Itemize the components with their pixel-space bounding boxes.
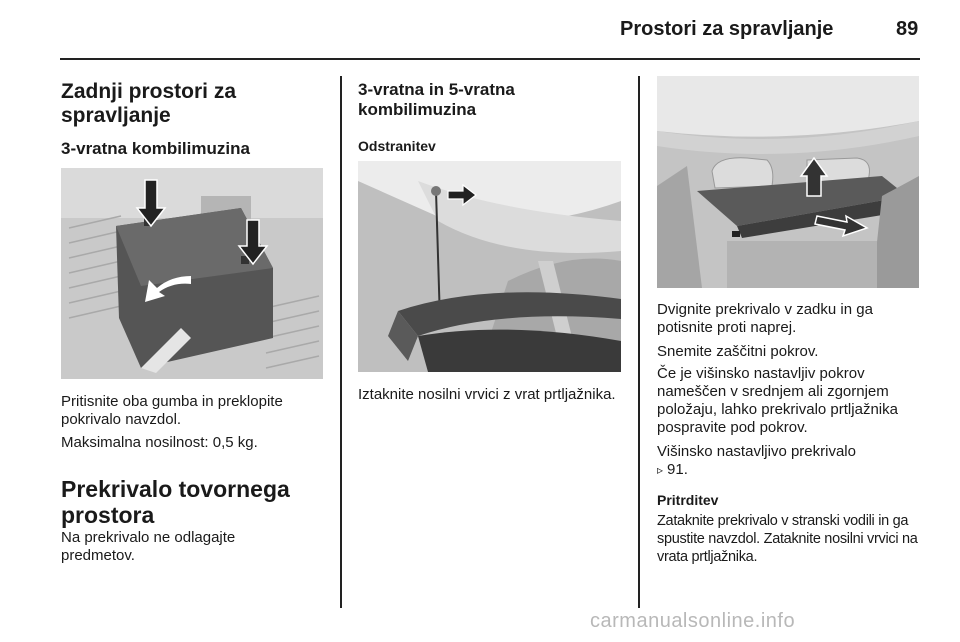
reference-label: Višinsko nastavljivo prekrivalo — [657, 443, 856, 460]
text-height-adjustable-reference — [657, 443, 919, 479]
column-divider-2 — [638, 76, 640, 608]
watermark: carmanualsonline.info — [590, 610, 796, 632]
illustration-tailgate-cords — [358, 161, 621, 372]
header-divider — [60, 58, 920, 60]
page-number: 89 — [896, 18, 919, 40]
page-reference-link[interactable]: 91. — [667, 461, 688, 478]
caption-remove-cords: Iztaknite nosilni vrvici z vrat prtljažnika. — [358, 386, 616, 403]
text-remove-protective-cover: Snemite zaščitni pokrov. — [657, 343, 819, 360]
section-heading-rear-storage: Zadnji prostori za spravljanje — [61, 80, 237, 127]
subheading-3-and-5-door: 3-vratna in 5-vratna kombilimuzina — [358, 80, 515, 119]
subheading-installation: Pritrditev — [657, 492, 719, 508]
section-heading-load-cover: Prekrivalo tovornega prostora — [61, 476, 290, 528]
illustration-lift-load-cover — [657, 76, 919, 288]
warning-no-objects: Na prekrivalo ne odlagajte predmetov. — [61, 529, 236, 564]
text-height-adjustable-cover: Če je višinsko nastavljiv pokrov nameščen v srednjem ali zgornjem položaju, lahko prekrivalo prtljažnika pospravite pod pokrov. — [657, 365, 898, 436]
text-installation-steps: Zataknite prekrivalo v stranski vodili in ga spustite navzdol. Zataknite nosilni vrvici na vrata prtljažnika. — [657, 513, 918, 565]
caption-press-buttons: Pritisnite oba gumba in preklopite pokrivalo navzdol. — [61, 393, 283, 428]
max-load-text: Maksimalna nosilnost: 0,5 kg. — [61, 434, 258, 451]
subheading-3-door-hatchback: 3-vratna kombilimuzina — [61, 139, 250, 158]
subheading-removal: Odstranitev — [358, 138, 436, 154]
page-reference-icon: ▹ — [657, 463, 664, 477]
text-lift-cover: Dvignite prekrivalo v zadku in ga potisnite proti naprej. — [657, 301, 873, 336]
page-header-title: Prostori za spravljanje — [620, 18, 834, 40]
column-divider-1 — [340, 76, 342, 608]
illustration-rear-storage-cover — [61, 168, 323, 379]
